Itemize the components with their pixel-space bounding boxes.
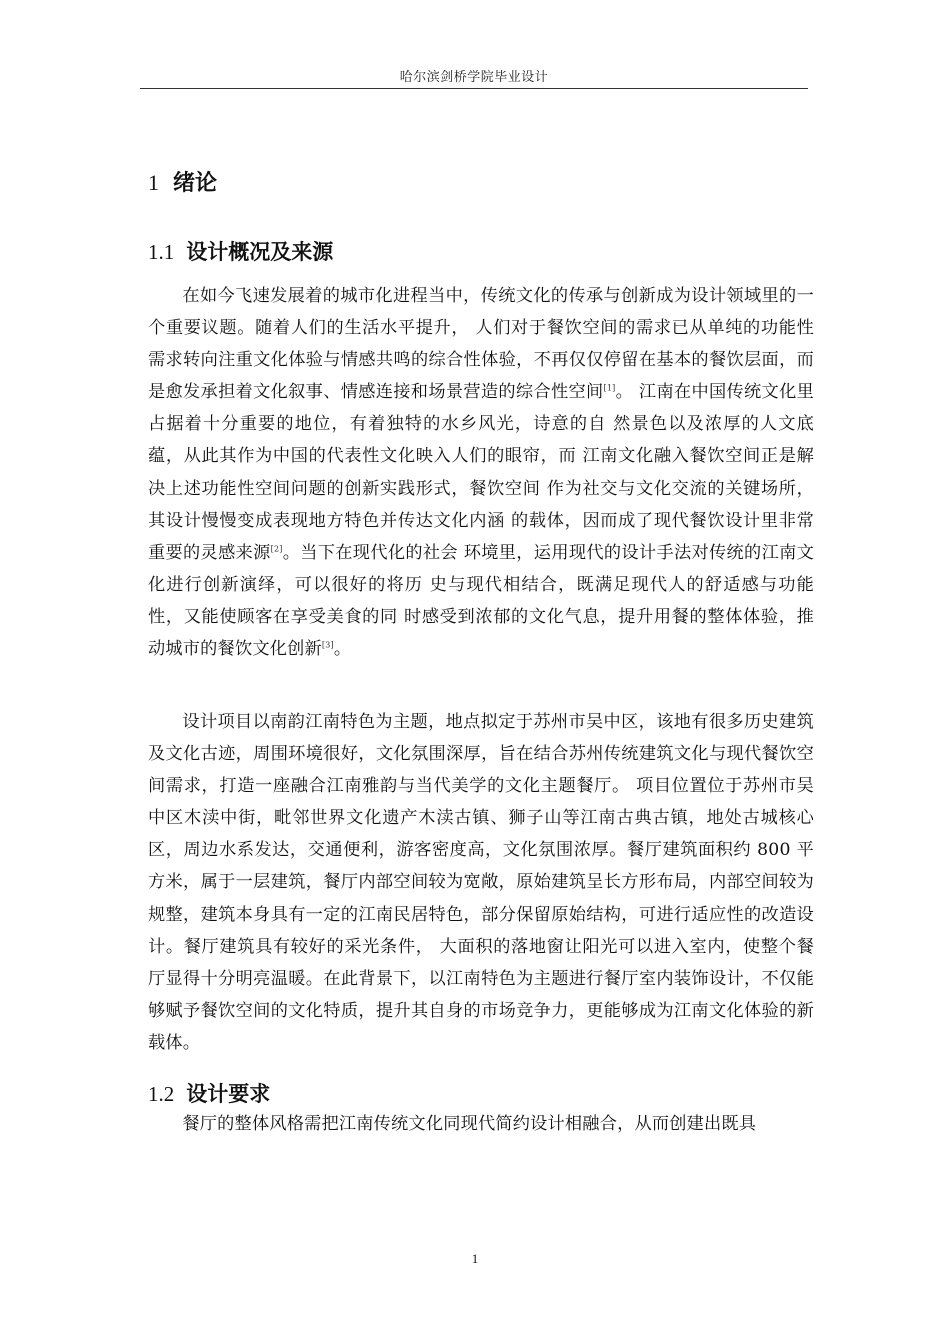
section-number: 1.1 xyxy=(148,240,175,264)
body-paragraph: 餐厅的整体风格需把江南传统文化同现代简约设计相融合，从而创建出既具 xyxy=(182,1114,757,1134)
running-header: 哈尔滨剑桥学院毕业设计 xyxy=(399,70,549,85)
section-number: 1.2 xyxy=(148,1082,175,1106)
paragraph-text: 在如今飞速发展着的城市化进程当中，传统文化的传承与创新成为设计领域里的一个重要议题。随着人们的生活水平提升， 人们对于餐饮空间的需求已从单纯的功能性需求转向注重文化体验与情感共鸣的综合性体验，不再仅仅停留在基本的餐饮层面，而是愈发承担着文化叙事、情感连接和场景营造的综合性空间 xyxy=(148,286,814,403)
paragraph-text: 。 江南在中国传统文化里占据着十分重要的地位，有着独特的水乡风光，诗意的自 然景色以及浓厚的人文底蕴，从此其作为中国的代表性文化映入人们的眼帘，而 江南文化融入餐饮空间正是解决上述功能性空间问题的创新实践形式，餐饮空间 作为社交与文化交流的关键场所，其设计慢慢变成表现地方特色并传达文化内涵 的载体，因而成了现代餐饮设计里非常重要的灵感来源 xyxy=(148,382,814,563)
paragraph-text: 。当下在现代化的社会 环境里，运用现代的设计手法对传统的江南文化进行创新演绎，可以很好的将历 史与现代相结合，既满足现代人的舒适感与功能性，又能使顾客在享受美食的同 时感受到浓郁的文化气息，提升用餐的整体体验，推动城市的餐饮文化创新 xyxy=(148,542,815,660)
body-paragraph xyxy=(148,280,814,665)
chapter-number: 1 xyxy=(148,170,159,195)
section-heading-1-1 xyxy=(148,236,333,266)
citation-marker: [3] xyxy=(321,640,334,650)
section-heading-1-2 xyxy=(148,1078,270,1108)
page-number: 1 xyxy=(471,1251,479,1266)
citation-marker: [1] xyxy=(603,383,616,393)
chapter-title: 绪论 xyxy=(173,171,218,196)
paragraph-text: 。 xyxy=(333,639,352,660)
chapter-heading xyxy=(148,166,217,197)
section-title: 设计概况及来源 xyxy=(186,240,334,264)
section-title: 设计要求 xyxy=(186,1082,271,1106)
header-divider xyxy=(140,88,808,89)
citation-marker: [2] xyxy=(270,544,283,554)
body-paragraph: 设计项目以南韵江南特色为主题，地点拟定于苏州市吴中区，该地有很多历史建筑及文化古迹，周围环境很好，文化氛围深厚，旨在结合苏州传统建筑文化与现代餐饮空间需求，打造一座融合江南雅韵与当代美学的文化主题餐厅。 项目位置位于苏州市吴中区木渎中街，毗邻世界文化遗产木渎古镇、狮子山等江南古典古镇，地处古城核心区，周边水系发达，交通便利，游客密度高，文化氛围浓厚。餐厅建筑面积约 800 平方米，属于一层建筑，餐厅内部空间较为宽敞，原始建筑呈长方形布局，内部空间较为规整，建筑本身具有一定的江南民居特色，部分保留原始结构，可进行适应性的改造设计。餐厅建筑具有较好的采光条件， 大面积的落地窗让阳光可以进入室内，使整个餐厅显得十分明亮温暖。在此背景下，以江南特色为主题进行餐厅室内装饰设计，不仅能够赋予餐饮空间的文化特质，提升其自身的市场竞争力，更能够成为江南文化体验的新载体。 xyxy=(148,712,814,1053)
